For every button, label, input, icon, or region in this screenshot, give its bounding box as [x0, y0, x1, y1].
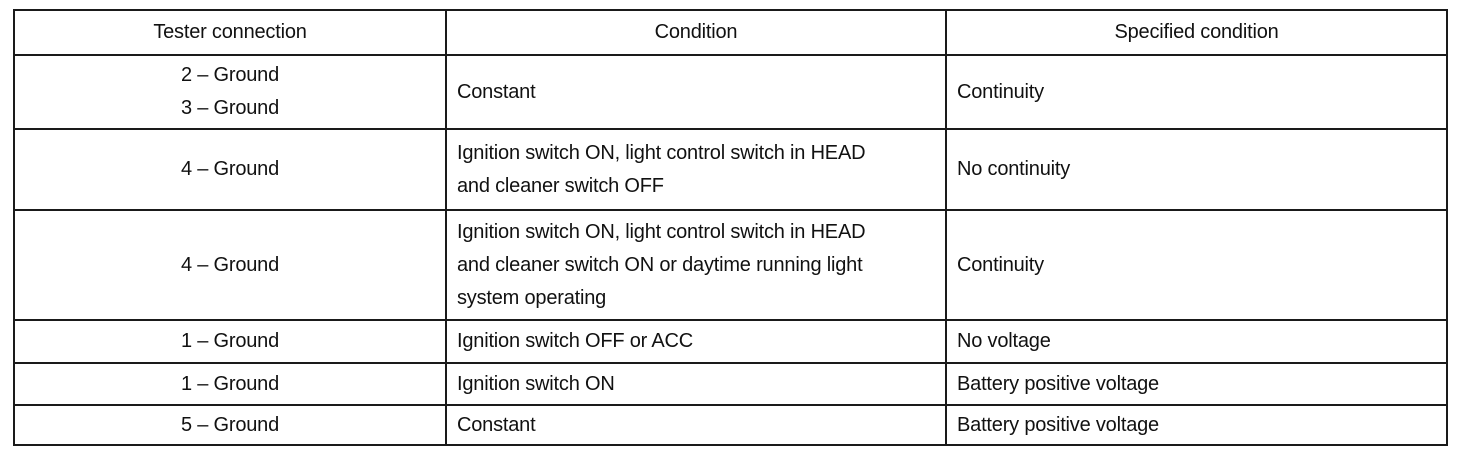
condition-text: Ignition switch ON — [457, 372, 615, 395]
table-row — [14, 320, 1447, 363]
condition-text: and cleaner switch ON or daytime running light — [457, 253, 863, 276]
tester-connection-text: 2 – Ground — [180, 64, 280, 86]
tester-connection-cell — [14, 210, 446, 320]
header-condition: Condition — [446, 10, 946, 55]
specified-condition-cell: No voltage — [946, 320, 1447, 363]
condition-text: Ignition switch ON, light control switch in HEAD — [457, 141, 866, 164]
tester-connection-cell — [14, 129, 446, 210]
tester-connection-text: 4 – Ground — [180, 253, 280, 276]
condition-cell — [446, 55, 946, 129]
condition-text: Constant — [457, 413, 536, 436]
tester-connection-text: 1 – Ground — [180, 372, 280, 395]
specified-condition-cell: Continuity — [946, 55, 1447, 129]
condition-cell — [446, 210, 946, 320]
table-row — [14, 405, 1447, 445]
condition-cell — [446, 405, 946, 445]
condition-cell — [446, 129, 946, 210]
tester-connection-text: 3 – Ground — [180, 97, 280, 119]
condition-text: Ignition switch OFF or ACC — [457, 330, 693, 352]
header-tester-connection: Tester connection — [14, 10, 446, 55]
condition-text: system operating — [457, 286, 607, 309]
table-header-row — [14, 10, 1447, 55]
table-row — [14, 363, 1447, 405]
condition-text: Constant — [457, 80, 536, 103]
specified-condition-cell: Continuity — [946, 210, 1447, 320]
specified-condition-cell: Battery positive voltage — [946, 363, 1447, 405]
tester-connection-cell — [14, 363, 446, 405]
tester-connection-cell — [14, 405, 446, 445]
table-row — [14, 210, 1447, 320]
specified-condition-cell: No continuity — [946, 129, 1447, 210]
specified-condition-cell: Battery positive voltage — [946, 405, 1447, 445]
condition-text: and cleaner switch OFF — [457, 174, 664, 197]
connector-inspection-table — [13, 9, 1448, 446]
tester-connection-cell — [14, 55, 446, 129]
condition-cell — [446, 363, 946, 405]
condition-cell — [446, 320, 946, 363]
tester-connection-text: 1 – Ground — [180, 330, 280, 352]
table-row — [14, 55, 1447, 129]
tester-connection-text: 4 – Ground — [180, 158, 280, 180]
condition-text: Ignition switch ON, light control switch in HEAD — [457, 220, 866, 243]
table-row — [14, 129, 1447, 210]
header-specified-condition: Specified condition — [946, 10, 1447, 55]
tester-connection-text: 5 – Ground — [180, 413, 280, 436]
tester-connection-cell — [14, 320, 446, 363]
